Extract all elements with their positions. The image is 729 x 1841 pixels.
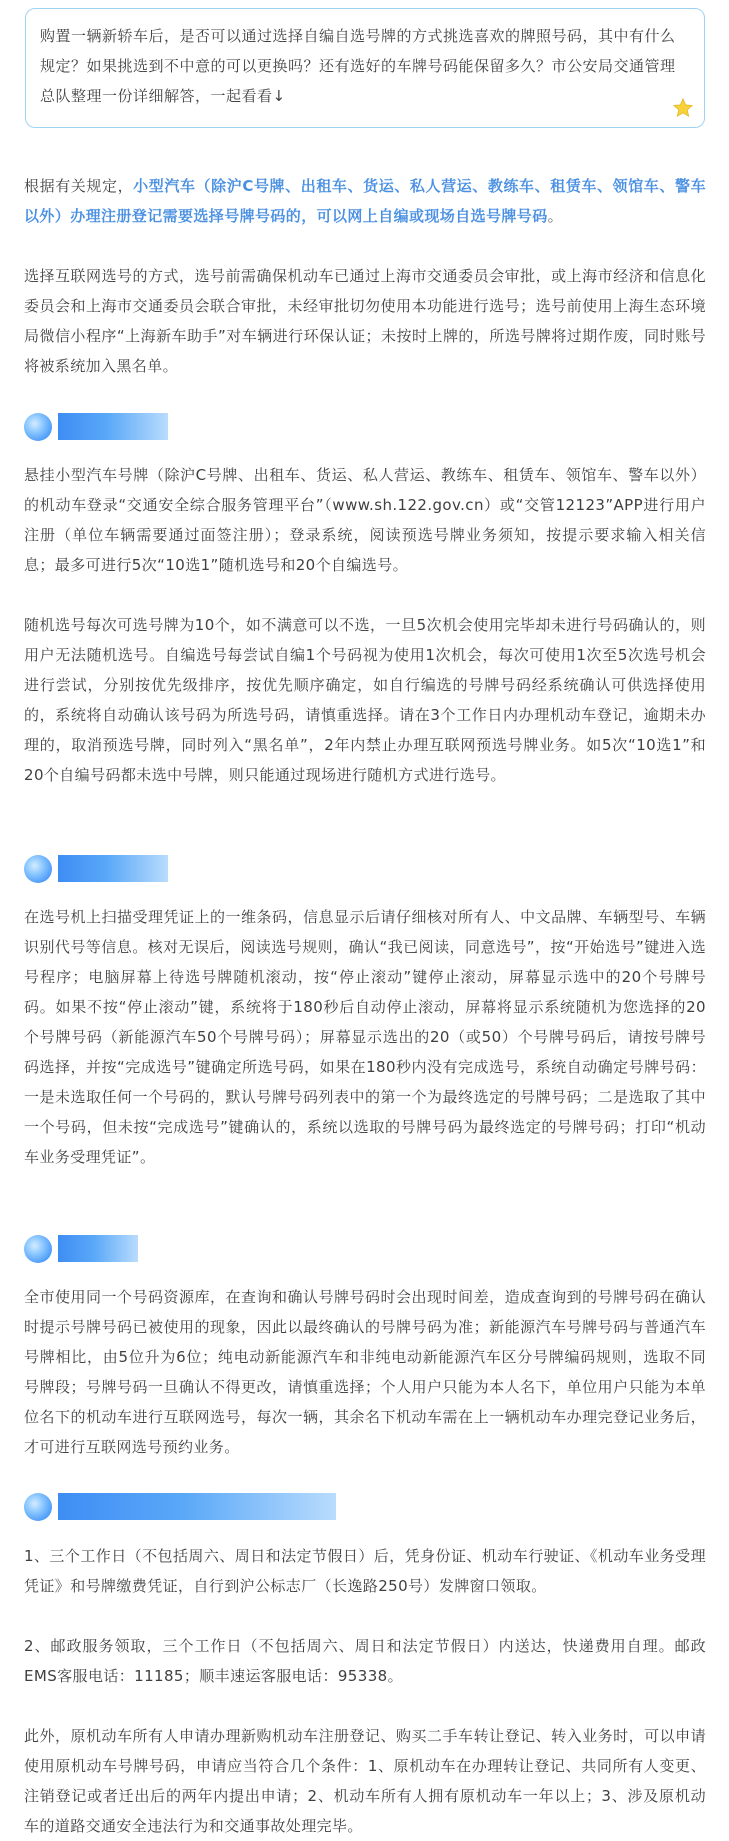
intro-paragraph-suffix: 。 — [547, 207, 564, 225]
intro-box — [25, 8, 705, 128]
section-title-bar — [58, 855, 168, 882]
paragraph-internet-selection: 选择互联网选号的方式，选号前需确保机动车已通过上海市交通委员会审批，或上海市经济和信息化委员会和上海市交通委员会联合审批，未经审批切勿使用本功能进行选号；选号前使用上海生态环境局微信小程序“上海新车助手”对车辆进行环保认证；未按时上牌的，所选号牌将过期作废，同时账号将被系统加入黑名单。 — [24, 267, 706, 375]
section-title-bar — [58, 1493, 336, 1520]
section-4-paragraph-2: 2、邮政服务领取，三个工作日（不包括周六、周日和法定节假日）内送达，快递费用自理。邮政EMS客服电话：11185；顺丰速运客服电话：95338。 — [24, 1637, 706, 1685]
section-dot-icon — [24, 855, 52, 883]
section-4-paragraph-3: 此外，原机动车所有人申请办理新购机动车注册登记、购买二手车转让登记、转入业务时，可以申请使用原机动车号牌号码，申请应当符合几个条件：1、原机动车在办理转让登记、共同所有人变更、注销登记或者迁出后的两年内提出申请；2、机动车所有人拥有原机动车一年以上；3、涉及原机动车的道路交通安全违法行为和交通事故处理完毕。 — [24, 1727, 706, 1835]
intro-paragraph-prefix: 根据有关规定， — [24, 177, 134, 195]
section-title-bar — [58, 1235, 138, 1262]
section-dot-icon — [24, 1235, 52, 1263]
section-1-paragraph-2: 随机选号每次可选号牌为10个，如不满意可以不选，一旦5次机会使用完毕却未进行号码确认的，则用户无法随机选号。自编选号每尝试自编1个号码视为使用1次机会，每次可使用1次至5次选号机会进行尝试，分别按优先级排序，按优先顺序确定，如自行编选的号牌号码经系统确认可供选择使用的，系统将自动确认该号码为所选号码，请慎重选择。请在3个工作日内办理机动车登记，逾期未办理的，取消预选号牌，同时列入“黑名单”，2年内禁止办理互联网预选号牌业务。如5次“10选1”和20个自编号码都未选中号牌，则只能通过现场进行随机方式进行选号。 — [24, 616, 706, 784]
highlighted-rule: 小型汽车（除沪C号牌、出租车、货运、私人营运、教练车、租赁车、领馆车、警车以外）办理注册登记需要选择号牌号码的，可以网上自编或现场自选号牌号码 — [24, 177, 706, 225]
section-3-paragraph-1: 全市使用同一个号码资源库，在查询和确认号牌号码时会出现时间差，造成查询到的号牌号码在确认时提示号牌号码已被使用的现象，因此以最终确认的号牌号码为准；新能源汽车号牌号码与普通汽车号牌相比，由5位升为6位；纯电动新能源汽车和非纯电动新能源汽车区分号牌编码规则，选取不同号牌段；号牌号码一旦确认不得更改，请慎重选择；个人用户只能为本人名下，单位用户只能为本单位名下的机动车进行互联网选号，每次一辆，其余名下机动车需在上一辆机动车办理完登记业务后，才可进行互联网选号预约业务。 — [24, 1288, 706, 1456]
intro-text: 购置一辆新轿车后，是否可以通过选择自编自选号牌的方式挑选喜欢的牌照号码，其中有什么规定？如果挑选到不中意的可以更换吗？还有选好的车牌号码能保留多久？市公安局交通管理总队整理一份详细解答，一起看看↓ — [40, 27, 676, 105]
section-1-paragraph-1: 悬挂小型汽车号牌（除沪C号牌、出租车、货运、私人营运、教练车、租赁车、领馆车、警车以外）的机动车登录“交通安全综合服务管理平台”（www.sh.122.gov.cn）或“交管12123”APP进行用户注册（单位车辆需要通过面签注册）；登录系统，阅读预选号牌业务须知，按提示要求输入相关信息；最多可进行5次“10选1”随机选号和20个自编选号。 — [24, 466, 706, 574]
intro-paragraph — [24, 171, 706, 231]
section-2-paragraph-1: 在选号机上扫描受理凭证上的一维条码，信息显示后请仔细核对所有人、中文品牌、车辆型号、车辆识别代号等信息。核对无误后，阅读选号规则，确认“我已阅读，同意选号”，按“开始选号”键进入选号程序；电脑屏幕上待选号牌随机滚动，按“停止滚动”键停止滚动，屏幕显示选中的20个号牌号码。如果不按“停止滚动”键，系统将于180秒后自动停止滚动，屏幕将显示系统随机为您选择的20个号牌号码（新能源汽车50个号牌号码）；屏幕显示选出的20（或50）个号牌号码后，请按号牌号码选择，并按“完成选号”键确定所选号码，如果在180秒内没有完成选号，系统自动确定号牌号码：一是未选取任何一个号码的，默认号牌号码列表中的第一个为最终选定的号牌号码；二是选取了其中一个号码，但未按“完成选号”键确认的，系统以选取的号牌号码为最终选定的号牌号码；打印“机动车业务受理凭证”。 — [24, 908, 706, 1166]
section-title-bar — [58, 413, 168, 440]
section-dot-icon — [24, 1493, 52, 1521]
section-4-paragraph-1: 1、三个工作日（不包括周六、周日和法定节假日）后，凭身份证、机动车行驶证、《机动车业务受理凭证》和号牌缴费凭证，自行到沪公标志厂（长逸路250号）发牌窗口领取。 — [24, 1547, 706, 1595]
section-dot-icon — [24, 413, 52, 441]
star-icon — [672, 97, 694, 119]
